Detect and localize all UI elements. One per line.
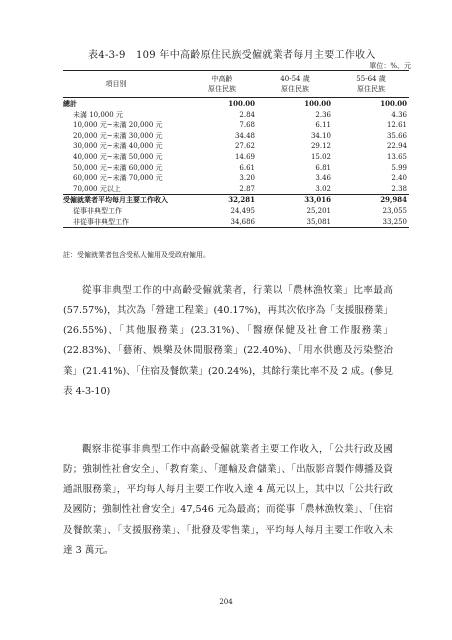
row-label: 總計 bbox=[63, 99, 77, 108]
table-row bbox=[63, 141, 409, 152]
row-label: 受僱就業者平均每月主要工作收入 bbox=[63, 195, 187, 206]
row-label: 60,000 元~未滿 70,000 元 bbox=[73, 174, 163, 183]
row-label: 50,000 元~未滿 60,000 元 bbox=[73, 163, 163, 172]
cell-value: 22.94 bbox=[386, 142, 407, 151]
cell-value: 4.36 bbox=[391, 110, 407, 119]
unit-note: 單位：%、元 bbox=[369, 62, 411, 70]
cell-value: 34,686 bbox=[187, 217, 257, 228]
header-col2-line2: 原住民族 bbox=[281, 85, 309, 93]
table-row bbox=[63, 173, 409, 184]
table-footnote: 註：受僱就業者包含受私人僱用及受政府僱用。 bbox=[63, 251, 210, 259]
cell-value: 2.84 bbox=[239, 110, 255, 119]
row-label: 40,000 元~未滿 50,000 元 bbox=[73, 152, 163, 161]
header-col3 bbox=[333, 71, 409, 98]
cell-value: 6.11 bbox=[315, 121, 331, 130]
table-header-row bbox=[63, 71, 409, 98]
header-col3-line1: 55-64 歲 bbox=[356, 75, 386, 83]
table-row bbox=[63, 206, 409, 217]
cell-value: 3.20 bbox=[239, 174, 255, 183]
table-row bbox=[63, 217, 409, 228]
row-label: 70,000 元以上 bbox=[73, 184, 121, 193]
cell-value: 23,055 bbox=[382, 206, 407, 215]
header-col2-line1: 40-54 歲 bbox=[280, 75, 310, 83]
table-row-total bbox=[63, 98, 409, 110]
cell-value: 100.00 bbox=[380, 99, 407, 108]
cell-value: 34.48 bbox=[234, 131, 255, 140]
cell-value: 25,201 bbox=[306, 206, 331, 215]
cell-value: 24,495 bbox=[230, 206, 255, 215]
cell-value: 2.87 bbox=[239, 184, 255, 193]
table-title: 表4-3-9 109 年中高齡原住民族受僱就業者每月主要工作收入 bbox=[88, 50, 376, 61]
table-row bbox=[63, 163, 409, 174]
cell-value: 12.61 bbox=[386, 121, 407, 130]
cell-value: 35.66 bbox=[386, 131, 407, 140]
cell-value: 35,081 bbox=[257, 217, 333, 228]
cell-value: 33,250 bbox=[333, 217, 409, 228]
cell-value: 2.38 bbox=[391, 184, 407, 193]
cell-value: 32,281 bbox=[187, 195, 257, 206]
cell-value: 6.81 bbox=[315, 163, 331, 172]
cell-value: 15.02 bbox=[310, 152, 331, 161]
header-col1-line1: 中高齡 bbox=[211, 75, 233, 83]
cell-value: 29,984 bbox=[333, 195, 409, 206]
cell-value: 2.40 bbox=[391, 174, 407, 183]
row-label: 30,000 元~未滿 40,000 元 bbox=[73, 142, 163, 151]
body-paragraph: 從事非典型工作的中高齡受僱就業者，行業以「農林漁牧業」比率最高(57.57%)，其次為「營建工程業」(40.17%)，再其次依序為「支援服務業」(26.55%)、「其他服務業」(23.31%)、「醫療保健及社會工作服務業」(22.83%)、「藝術、娛樂及休閒服務業」(22.40%)、「用水供應及污染整治業」(21.41%)、「住宿及餐飲業」(20.24%)，其餘行業比率不及 2 成。(參見表 4-3-10) bbox=[63, 284, 393, 398]
row-label: 未滿 10,000 元 bbox=[73, 110, 123, 119]
row-label: 10,000 元~未滿 20,000 元 bbox=[73, 121, 163, 130]
table-row bbox=[63, 152, 409, 163]
table-row bbox=[63, 120, 409, 131]
body-paragraph: 觀察非從事非典型工作中高齡受僱就業者主要工作收入，「公共行政及國防；強制性社會安全」、「教育業」、「運輸及倉儲業」、「出版影音製作傳播及資通訊服務業」，平均每人每月主要工作收入達 4 萬元以上，其中以「公共行政及國防；強制性社會安全」47,546 元為最高；而從事「農林漁牧業」、「住宿及餐飲業」、「支援服務業」、「批發及零售業」，平均每人每月主要工作收入未達 3 萬元。 bbox=[63, 443, 393, 557]
cell-value: 5.99 bbox=[391, 163, 407, 172]
row-label: 非從事非典型工作 bbox=[63, 217, 187, 228]
table-row bbox=[63, 184, 409, 195]
cell-value: 33,016 bbox=[257, 195, 333, 206]
cell-value: 7.68 bbox=[239, 121, 255, 130]
cell-value: 100.00 bbox=[228, 99, 255, 108]
header-col1-line2: 原住民族 bbox=[208, 85, 236, 93]
cell-value: 6.61 bbox=[239, 163, 255, 172]
row-label: 20,000 元~未滿 30,000 元 bbox=[73, 131, 163, 140]
page-number: 204 bbox=[219, 598, 233, 606]
header-item: 項目別 bbox=[63, 71, 187, 98]
row-label: 從事非典型工作 bbox=[73, 206, 122, 215]
cell-value: 27.62 bbox=[234, 142, 255, 151]
cell-value: 100.00 bbox=[304, 99, 331, 108]
cell-value: 29.12 bbox=[310, 142, 331, 151]
income-table bbox=[63, 70, 409, 228]
table-row bbox=[63, 110, 409, 121]
header-col3-line2: 原住民族 bbox=[357, 85, 385, 93]
header-col2 bbox=[257, 71, 333, 98]
table-row-average bbox=[63, 195, 409, 206]
cell-value: 34.10 bbox=[310, 131, 331, 140]
cell-value: 13.65 bbox=[386, 152, 407, 161]
table-row bbox=[63, 131, 409, 142]
cell-value: 14.69 bbox=[234, 152, 255, 161]
cell-value: 2.36 bbox=[315, 110, 331, 119]
cell-value: 3.46 bbox=[315, 174, 331, 183]
header-col1 bbox=[187, 71, 257, 98]
cell-value: 3.02 bbox=[315, 184, 331, 193]
